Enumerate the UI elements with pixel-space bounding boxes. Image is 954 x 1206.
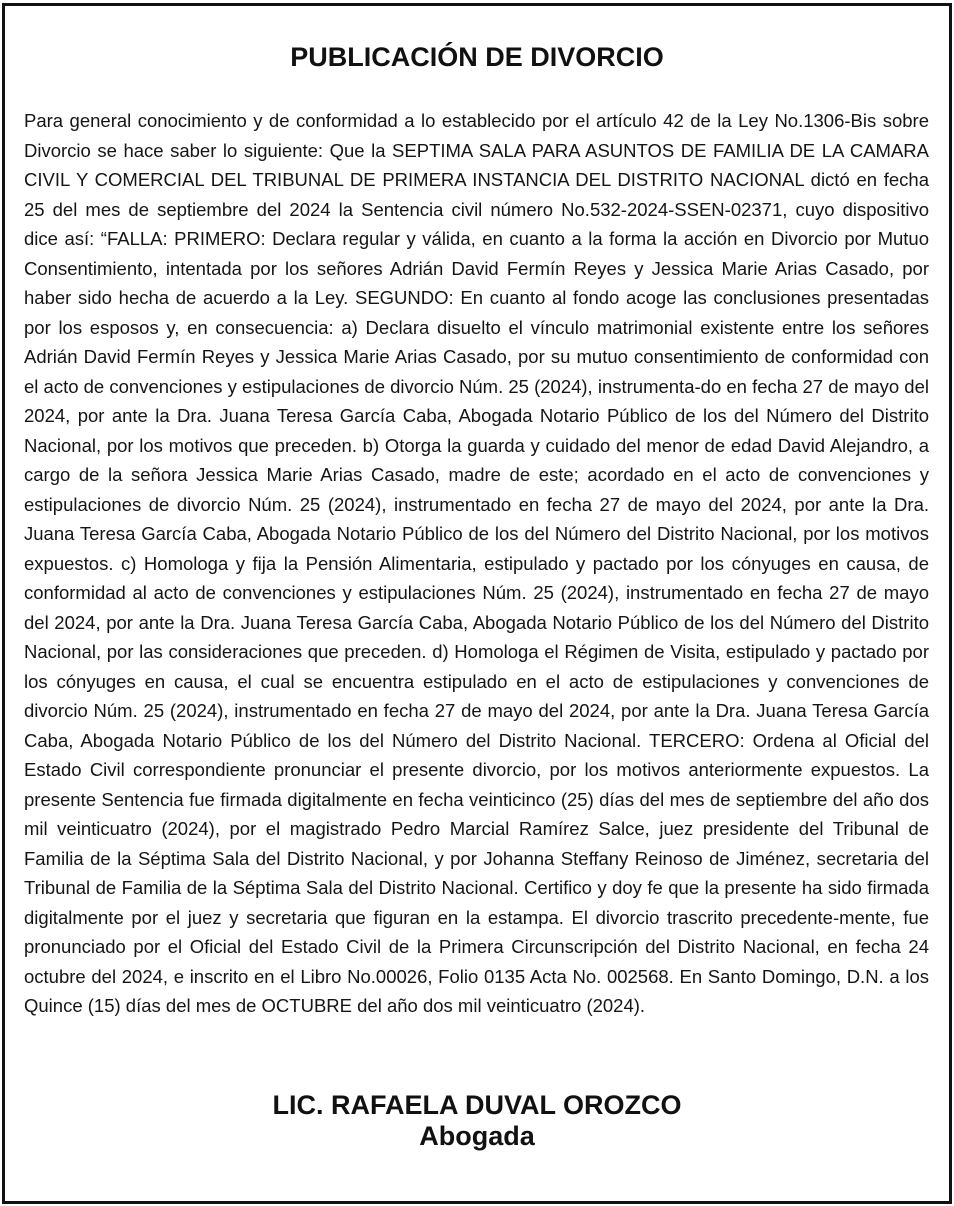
notice-title: PUBLICACIÓN DE DIVORCIO xyxy=(290,42,664,72)
signature-name: LIC. RAFAELA DUVAL OROZCO xyxy=(272,1090,682,1120)
notice-body-text: Para general conocimiento y de conformidad a lo establecido por el artículo 42 de la Ley No.1306-Bis sobre Divorcio se hace saber lo siguiente: Que la SEPTIMA SALA PARA ASUNTOS DE FAMILIA DE LA CAMARA CIVIL Y COMERCIAL DEL TRIBUNAL DE PRIMERA INSTANCIA DEL DISTRITO NACIONAL dictó en fecha 25 del mes de septiembre del 2024 la Sentencia civil número No.532-2024-SSEN-02371, cuyo dispositivo dice así: “FALLA: PRIMERO: Declara regular y válida, en cuanto a la forma la acción en Divorcio por Mutuo Consentimiento, intentada por los señores Adrián David Fermín Reyes y Jessica Marie Arias Casado, por haber sido hecha de acuerdo a la Ley. SEGUNDO: En cuanto al fondo acoge las conclusiones presentadas por los esposos y, en consecuencia: a) Declara disuelto el vínculo matrimonial existente entre los señores Adrián David Fermín Reyes y Jessica Marie Arias Casado, por su mutuo consentimiento de conformidad con el acto de convenciones y estipulaciones de divorcio Núm. 25 (2024), instrumenta-do en fecha 27 de mayo del 2024, por ante la Dra. Juana Teresa García Caba, Abogada Notario Público de los del Número del Distrito Nacional, por los motivos que preceden. b) Otorga la guarda y cuidado del menor de edad David Alejandro, a cargo de la señora Jessica Marie Arias Casado, madre de este; acordado en el acto de convenciones y estipulaciones de divorcio Núm. 25 (2024), instrumentado en fecha 27 de mayo del 2024, por ante la Dra. Juana Teresa García Caba, Abogada Notario Público de los del Número del Distrito Nacional, por los motivos expuestos. c) Homologa y fija la Pensión Alimentaria, estipulado y pactado por los cónyuges en causa, de conformidad al acto de convenciones y estipulaciones Núm. 25 (2024), instrumentado en fecha 27 de mayo del 2024, por ante la Dra. Juana Teresa García Caba, Abogada Notario Público de los del Número del Distrito Nacional, por las consideraciones que preceden. d) Homologa el Régimen de Visita, estipulado y pactado por los cónyuges en causa, el cual se encuentra estipulado en el acto de estipulaciones y convenciones de divorcio Núm. 25 (2024), instrumentado en fecha 27 de mayo del 2024, por ante la Dra. Juana Teresa García Caba, Abogada Notario Público de los del Número del Distrito Nacional. TERCERO: Ordena al Oficial del Estado Civil correspondiente pronunciar el presente divorcio, por los motivos anteriormente expuestos. La presente Sentencia fue firmada digitalmente en fecha veinticinco (25) días del mes de septiembre del año dos mil veinticuatro (2024), por el magistrado Pedro Marcial Ramírez Salce, juez presidente del Tribunal de Familia de la Séptima Sala del Distrito Nacional, y por Johanna Steffany Reinoso de Jiménez, secretaria del Tribunal de Familia de la Séptima Sala del Distrito Nacional. Certifico y doy fe que la presente ha sido firmada digitalmente por el juez y secretaria que figuran en la estampa. El divorcio trascrito precedente-mente, fue pronunciado por el Oficial del Estado Civil de la Primera Circunscripción del Distrito Nacional, en fecha 24 octubre del 2024, e inscrito en el Libro No.00026, Folio 0135 Acta No. 002568. En Santo Domingo, D.N. a los Quince (15) días del mes de OCTUBRE del año dos mil veinticuatro (2024). xyxy=(24,110,929,1016)
signature-block xyxy=(5,1090,949,1152)
notice-frame xyxy=(2,3,952,1204)
signature-role: Abogada xyxy=(419,1121,535,1151)
